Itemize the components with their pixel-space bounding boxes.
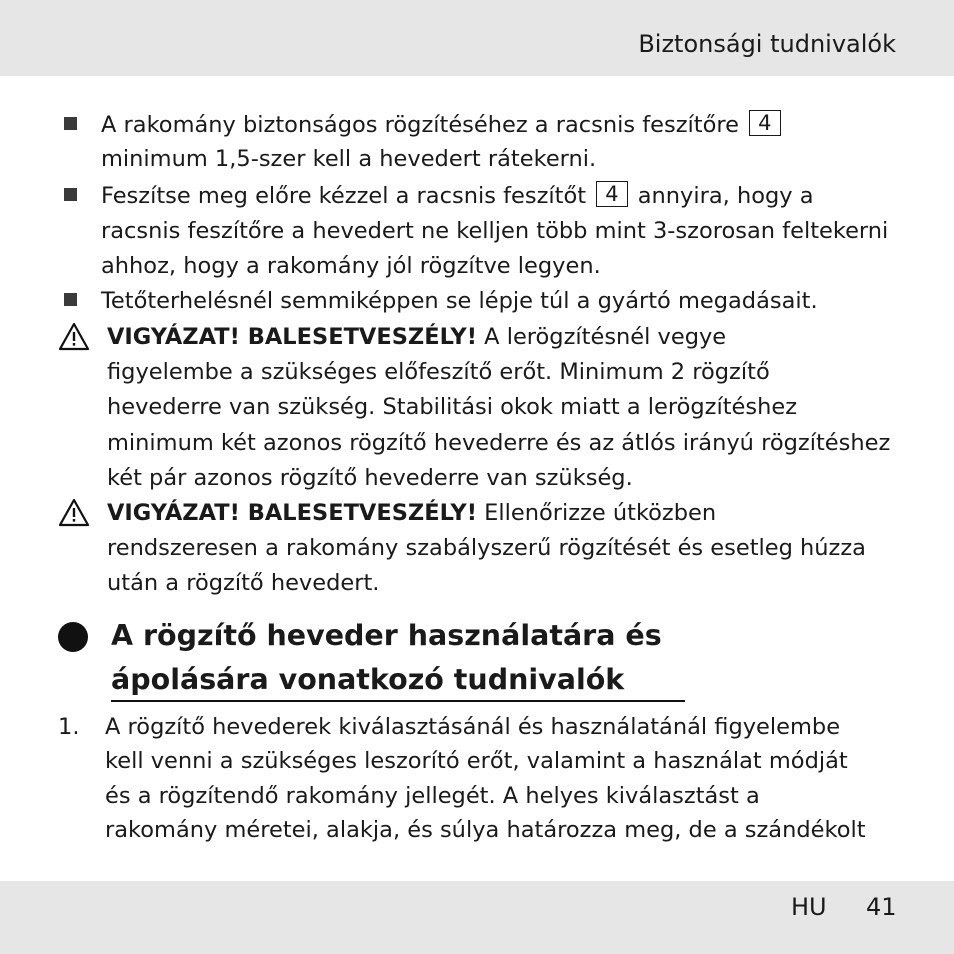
section-heading-line-1: A rögzítő heveder használatára és	[111, 619, 662, 652]
bullet-2-line-1: Feszítse meg előre kézzel a racsnis feszítőt 4 annyira, hogy a	[101, 182, 814, 209]
square-bullet-icon	[64, 293, 77, 306]
warning-label: VIGYÁZAT! BALESETVESZÉLY!	[107, 500, 477, 526]
bullet-2-line-3: ahhoz, hogy a rakomány jól rögzítve legyen.	[101, 253, 601, 279]
bullet-1-line-2: minimum 1,5-szer kell a hevedert rátekerni.	[101, 146, 597, 172]
numbered-1-line-3: és a rögzítendő rakomány jellegét. A helyes kiválasztást a	[105, 783, 760, 809]
numbered-1-line-1: A rögzítő hevederek kiválasztásánál és használatánál figyelembe	[105, 714, 841, 740]
page-number: 41	[866, 893, 897, 921]
warning-triangle-icon	[58, 322, 90, 352]
list-number: 1.	[58, 714, 80, 740]
bullet-3-line-1: Tetőterhelésnél semmiképpen se lépje túl a gyártó megadásait.	[101, 288, 818, 314]
warning-2-line-3: után a rögzítő hevedert.	[107, 570, 380, 596]
warning-2-line-1: VIGYÁZAT! BALESETVESZÉLY! Ellenőrizze útközben	[107, 500, 717, 526]
section-heading-line-2: ápolására vonatkozó tudnivalók	[111, 663, 625, 696]
square-bullet-icon	[64, 117, 77, 130]
bullet-2-line-2: racsnis feszítőre a hevedert ne kelljen több mint 3-szorosan feltekerni	[101, 218, 889, 244]
numbered-1-line-2: kell venni a szükséges leszorító erőt, valamint a használat módját	[105, 748, 848, 774]
numbered-1-line-4: rakomány méretei, alakja, és súlya határozza meg, de a szándékolt	[105, 817, 866, 843]
square-bullet-icon	[64, 188, 77, 201]
bullet-1-line-1: A rakomány biztonságos rögzítéséhez a racsnis feszítőre 4	[101, 110, 784, 140]
warning-1-line-4: minimum két azonos rögzítő hevederre és az átlós irányú rögzítéshez	[107, 430, 891, 456]
header-title: Biztonsági tudnivalók	[638, 30, 896, 58]
part-reference-badge: 4	[749, 110, 780, 136]
filled-circle-icon	[58, 622, 88, 652]
part-reference-badge: 4	[596, 181, 627, 207]
warning-triangle-icon	[58, 498, 90, 528]
warning-2-line-2: rendszeresen a rakomány szabályszerű rögzítését és esetleg húzza	[107, 535, 866, 561]
heading-underline	[111, 700, 685, 702]
warning-label: VIGYÁZAT! BALESETVESZÉLY!	[107, 324, 477, 350]
footer-language: HU	[791, 893, 827, 921]
warning-1-line-1: VIGYÁZAT! BALESETVESZÉLY! A lerögzítésnél vegye	[107, 324, 727, 350]
warning-1-line-5: két pár azonos rögzítő hevederre van szükség.	[107, 465, 633, 491]
header-band	[0, 0, 954, 76]
warning-1-line-3: hevederre van szükség. Stabilitási okok miatt a lerögzítéshez	[107, 394, 798, 420]
warning-1-line-2: figyelembe a szükséges előfeszítő erőt. Minimum 2 rögzítő	[107, 359, 770, 385]
